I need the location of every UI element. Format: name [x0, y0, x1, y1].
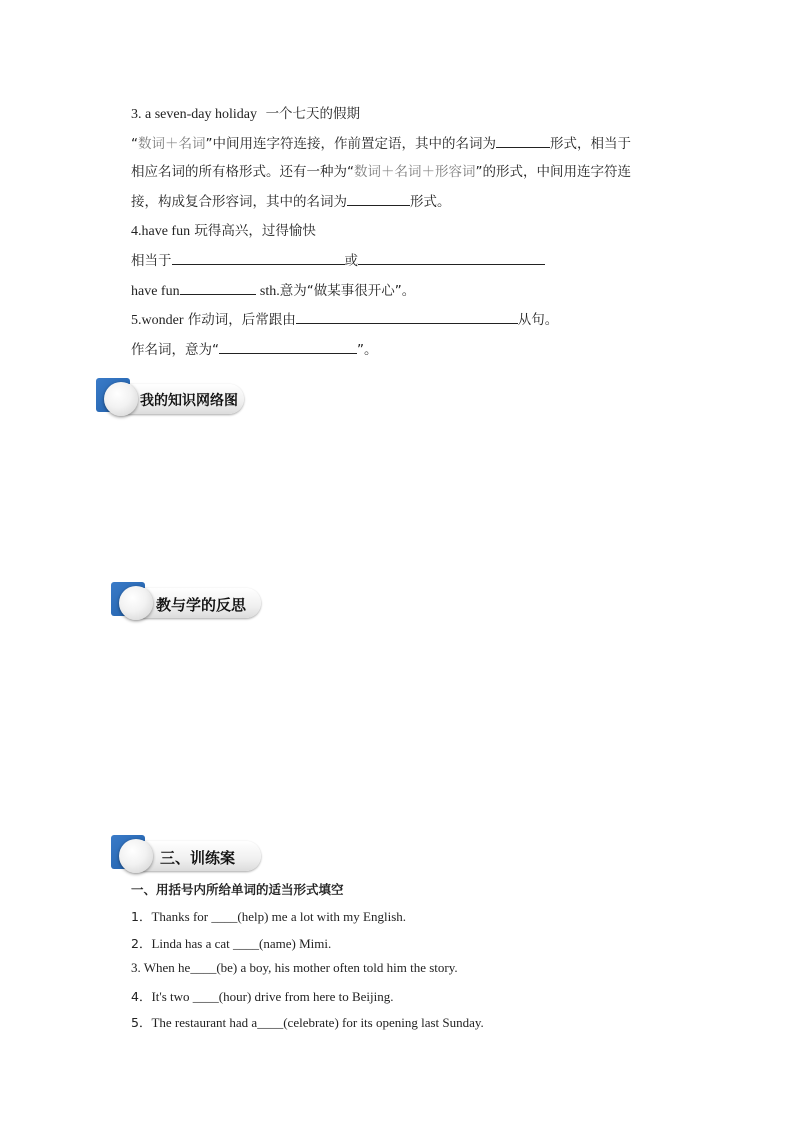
section-header-practice: [111, 835, 263, 875]
item-text: When he: [143, 960, 191, 975]
note-4-line-2: [131, 281, 415, 301]
note-3-meaning: 一个七天的假期: [265, 106, 361, 122]
answer-blank[interactable]: ____: [192, 989, 219, 1004]
note-text: ”。: [357, 342, 378, 358]
note-text: “: [131, 136, 138, 152]
item-text: Thanks for: [151, 909, 212, 924]
note-5-line-2: [131, 340, 378, 359]
section-header-reflection: [111, 582, 263, 622]
item-text: (celebrate) for its opening last Sunday.: [283, 1015, 484, 1030]
note-5-line-1: [131, 310, 558, 330]
answer-blank[interactable]: [496, 134, 550, 148]
note-text: 形式。: [410, 194, 451, 210]
note-4-phrase: 4.have fun: [131, 224, 191, 239]
answer-blank[interactable]: [347, 192, 410, 206]
note-text: 意为“做某事很开心”。: [279, 283, 416, 299]
note-3-phrase: 3. a seven-day holiday: [131, 107, 257, 122]
note-4-meaning: 玩得高兴，过得愉快: [194, 223, 316, 239]
note-3-title: [131, 105, 360, 124]
note-text: 相当于: [131, 253, 172, 269]
item-text: Linda has a cat: [151, 936, 234, 951]
item-number: 3.: [131, 960, 144, 975]
item-text: The restaurant had a: [151, 1015, 258, 1030]
note-text: 形式，相当于: [550, 136, 631, 152]
item-number: 4．: [131, 989, 152, 1004]
exercise-title: 一、用括号内所给单词的适当形式填空: [131, 882, 344, 897]
item-number: 5．: [131, 1015, 152, 1030]
note-4-title: [131, 222, 316, 241]
header-circle-icon: [104, 382, 138, 416]
item-number: 1．: [131, 909, 152, 924]
note-4-line-1: [131, 251, 545, 270]
note-text: 从句。: [517, 312, 559, 328]
note-text: ”的形式，中间用连字符连: [475, 164, 631, 180]
answer-blank[interactable]: [172, 251, 345, 265]
note-3-pattern-2: 数词＋名词＋形容词: [354, 164, 476, 180]
header-circle-icon: [119, 839, 153, 873]
note-3-line-2: [131, 163, 631, 181]
section-title: 教与学的反思: [156, 596, 247, 614]
answer-blank[interactable]: [180, 281, 256, 295]
answer-blank[interactable]: [358, 251, 545, 265]
note-3-line-1: [131, 134, 631, 153]
exercise-item: [131, 1013, 484, 1031]
note-5-phrase: 5.wonder: [131, 313, 184, 328]
item-text: (hour) drive from here to Beijing.: [218, 989, 394, 1004]
answer-blank[interactable]: [296, 310, 518, 324]
note-text: sth.: [259, 284, 280, 299]
item-text: (be) a boy, his mother often told him the story.: [216, 960, 458, 975]
item-text: (name) Mimi.: [259, 936, 332, 951]
answer-blank[interactable]: ____: [233, 936, 260, 951]
note-text: 作动词，后常跟由: [187, 312, 296, 328]
note-3-line-3: [131, 192, 451, 211]
note-text: 相应名词的所有格形式。还有一种为“: [131, 164, 354, 180]
item-text: (help) me a lot with my English.: [237, 909, 407, 924]
note-text: ”中间用连字符连接，作前置定语，其中的名词为: [205, 136, 496, 152]
note-text: 作名词，意为“: [131, 342, 219, 358]
note-3-pattern-1: 数词＋名词: [138, 136, 206, 152]
answer-blank[interactable]: ____: [190, 960, 217, 975]
section-title: 我的知识网络图: [140, 393, 238, 409]
exercise-item: [131, 987, 394, 1005]
answer-blank[interactable]: ____: [257, 1015, 284, 1030]
section-title: 三、训练案: [160, 849, 236, 867]
note-text: 接，构成复合形容词，其中的名词为: [131, 194, 347, 210]
exercise-item: [131, 907, 406, 925]
exercise-item: [131, 934, 331, 952]
answer-blank[interactable]: [219, 340, 357, 354]
section-header-knowledge-map: [96, 378, 248, 418]
item-number: 2．: [131, 936, 152, 951]
note-text: 或: [344, 253, 358, 269]
note-text: have fun: [131, 284, 180, 299]
answer-blank[interactable]: ____: [211, 909, 238, 924]
exercise-item: [131, 960, 458, 976]
item-text: It's two: [151, 989, 193, 1004]
header-circle-icon: [119, 586, 153, 620]
